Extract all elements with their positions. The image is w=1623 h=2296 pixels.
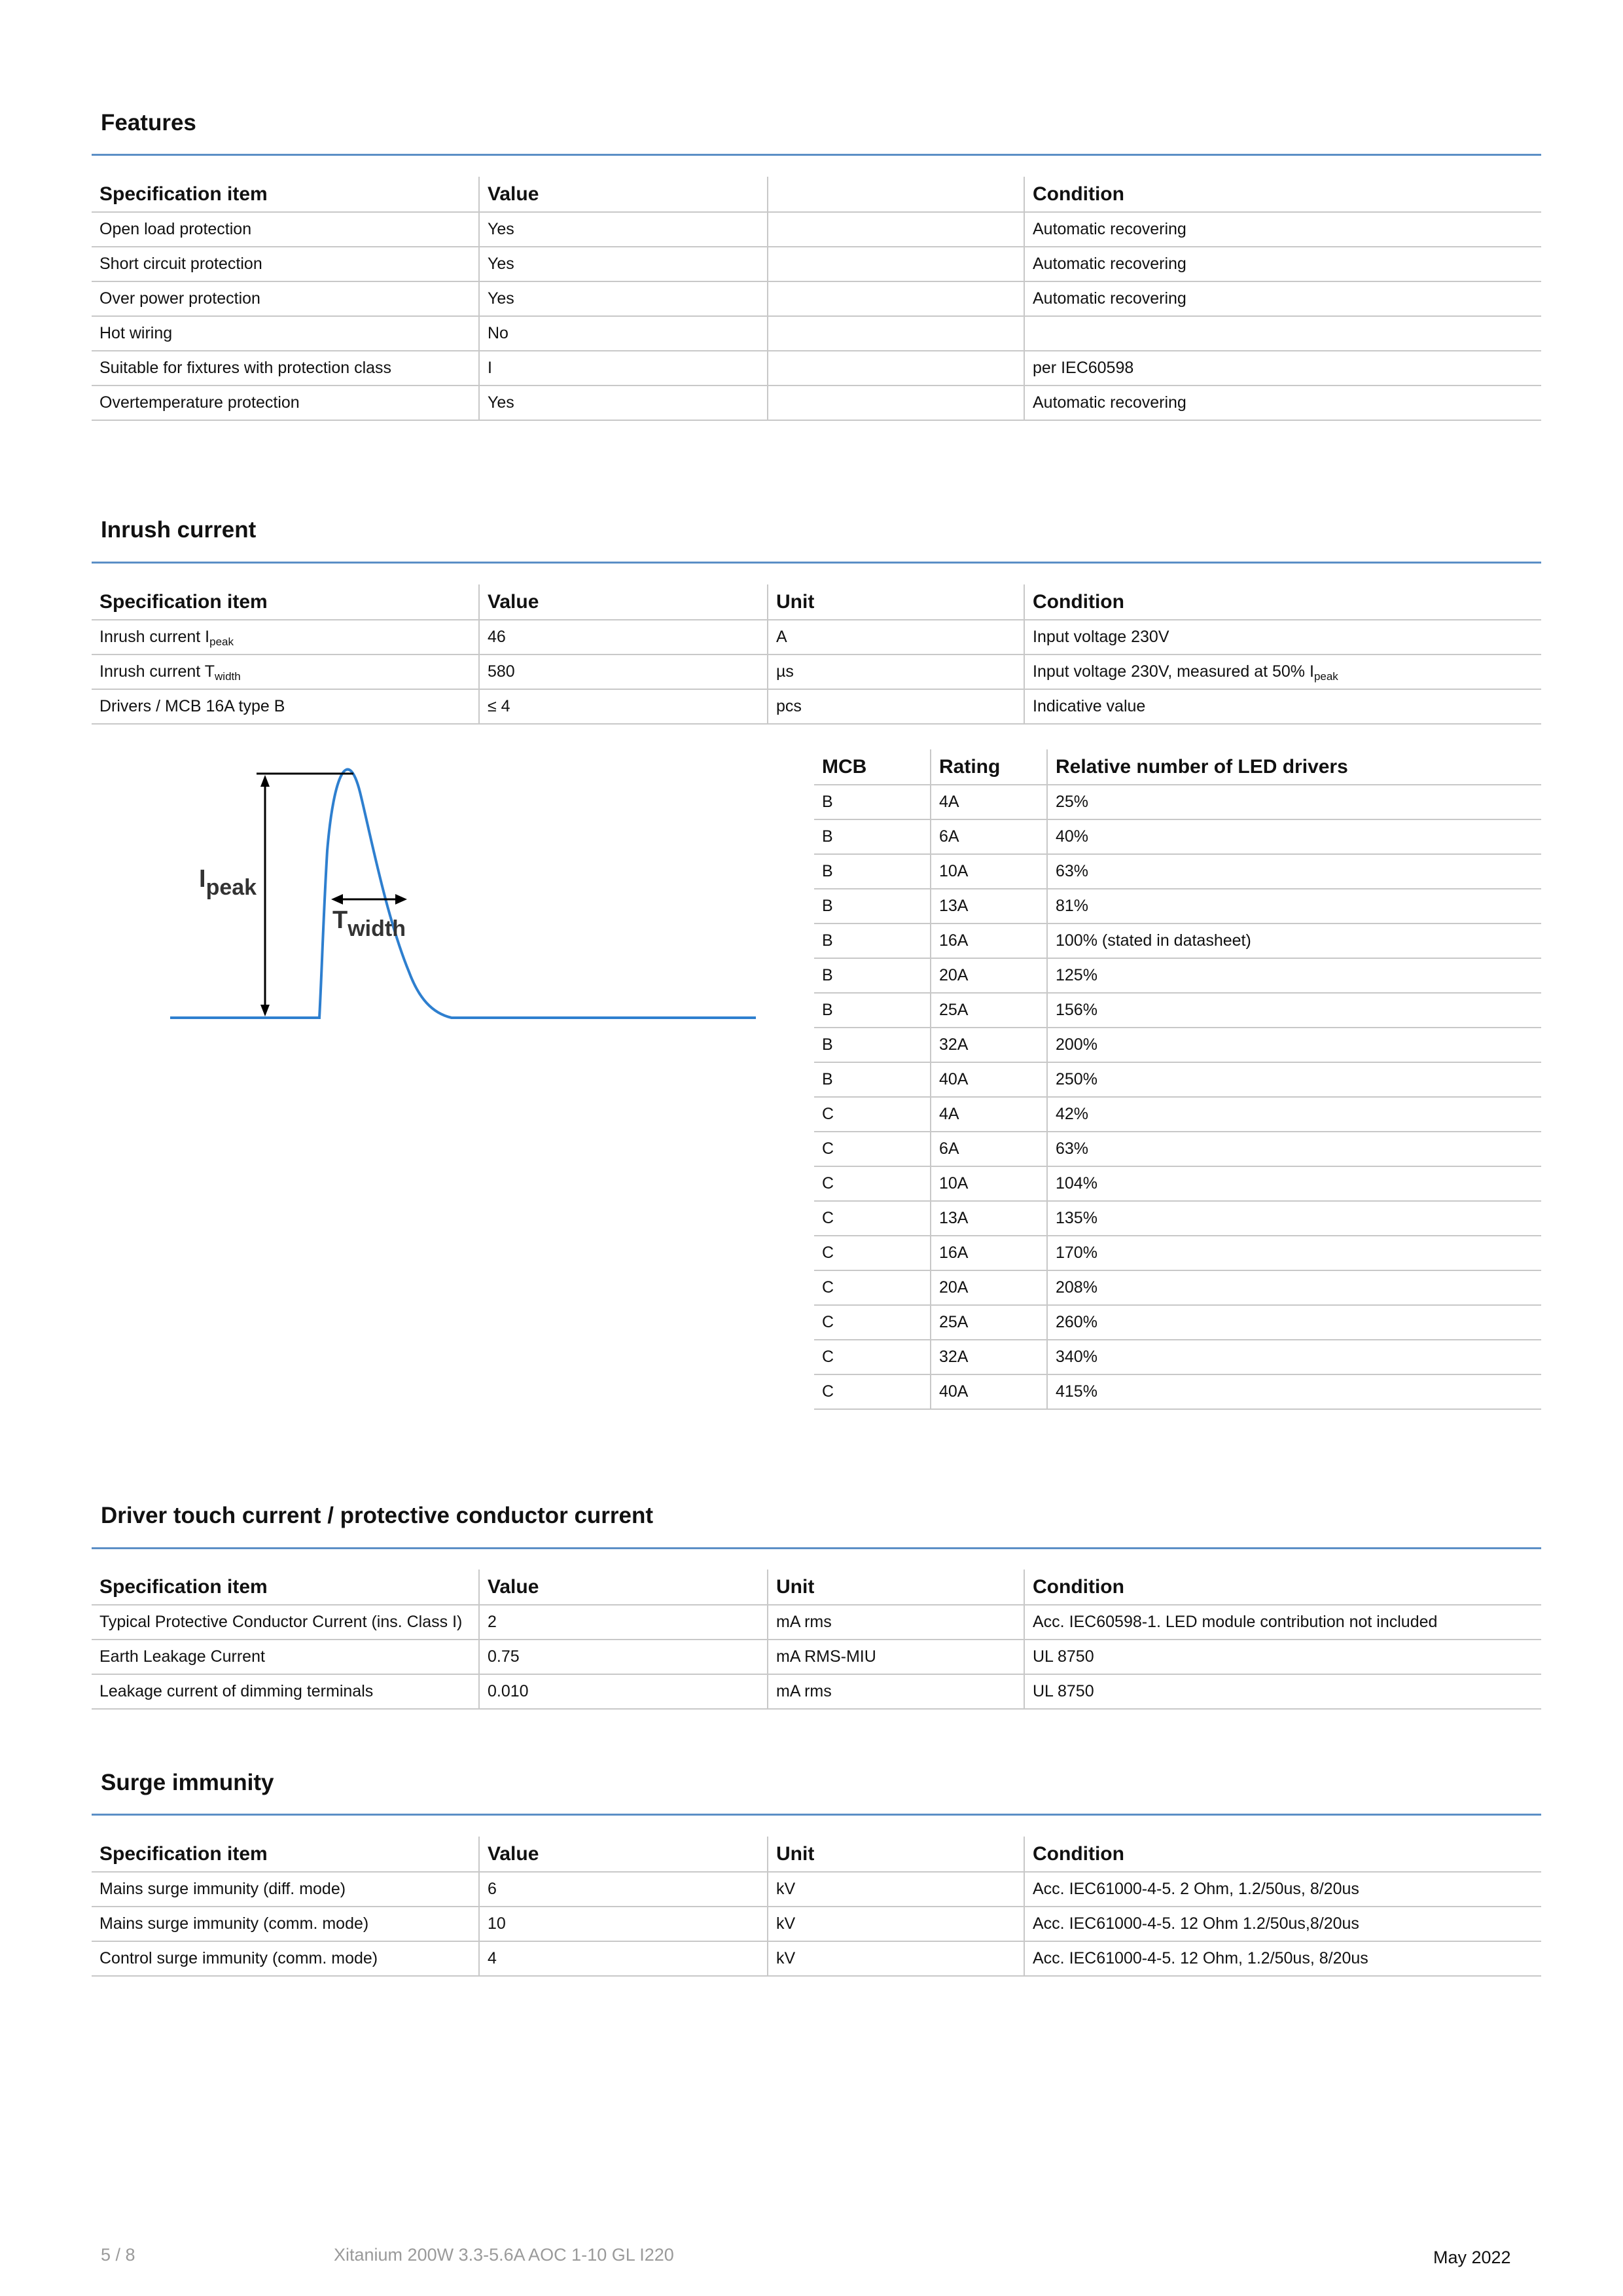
- mcb-row-cell: C: [814, 1305, 931, 1340]
- mcb-row-cell: C: [814, 1201, 931, 1236]
- inrush-item-cell: Inrush current $T_{width}$: [92, 655, 479, 689]
- inrush-value-cell: 46: [479, 620, 768, 655]
- features-row-cell: Over power protection: [92, 281, 479, 316]
- inrush-waveform-curve: [170, 770, 756, 1018]
- features-row: [92, 386, 1541, 420]
- features-row: [92, 281, 1541, 316]
- surge-row-cell: 4: [479, 1941, 768, 1976]
- features-title: Features: [101, 110, 196, 135]
- features-row: [92, 212, 1541, 247]
- touch-header-value: Value: [479, 1570, 768, 1605]
- mcb-row: [814, 819, 1541, 854]
- mcb-row-cell: 10A: [931, 1166, 1047, 1201]
- inrush-row: [92, 655, 1541, 689]
- inrush-header-unit: Unit: [768, 584, 1024, 620]
- mcb-row-cell: 6A: [931, 1132, 1047, 1166]
- features-row: [92, 351, 1541, 386]
- touch-row-cell: Acc. IEC60598-1. LED module contribution not included: [1024, 1605, 1541, 1640]
- touch-row-cell: mA rms: [768, 1605, 1024, 1640]
- mcb-row-cell: 340%: [1047, 1340, 1541, 1374]
- mcb-row-cell: 10A: [931, 854, 1047, 889]
- inrush-value-cell: 580: [479, 655, 768, 689]
- features-row-cell: Automatic recovering: [1024, 212, 1541, 247]
- mcb-row: [814, 958, 1541, 993]
- surge-row: [92, 1941, 1541, 1976]
- mcb-row-cell: 16A: [931, 1236, 1047, 1270]
- features-row-cell: per IEC60598: [1024, 351, 1541, 386]
- mcb-row: [814, 854, 1541, 889]
- features-row-cell: No: [479, 316, 768, 351]
- surge-row: [92, 1907, 1541, 1941]
- mcb-row-cell: 135%: [1047, 1201, 1541, 1236]
- mcb-header-relative: Relative number of LED drivers: [1047, 749, 1541, 785]
- mcb-row-cell: B: [814, 1062, 931, 1097]
- mcb-row-cell: 13A: [931, 1201, 1047, 1236]
- mcb-row-cell: 32A: [931, 1340, 1047, 1374]
- inrush-header-item: Specification item: [92, 584, 479, 620]
- mcb-row-cell: B: [814, 1028, 931, 1062]
- inrush-divider: [92, 562, 1541, 564]
- mcb-row: [814, 1305, 1541, 1340]
- touch-row-cell: 0.010: [479, 1674, 768, 1709]
- touch-row-cell: Leakage current of dimming terminals: [92, 1674, 479, 1709]
- ipeak-arrow-head-top: [260, 775, 270, 787]
- features-row-cell: Overtemperature protection: [92, 386, 479, 420]
- features-header-condition: Condition: [1024, 177, 1541, 212]
- touch-row-cell: 2: [479, 1605, 768, 1640]
- surge-row-cell: Acc. IEC61000-4-5. 12 Ohm, 1.2/50us, 8/20us: [1024, 1941, 1541, 1976]
- mcb-row-cell: 25A: [931, 993, 1047, 1028]
- ipeak-label: Ipeak: [199, 865, 257, 900]
- touch-title: Driver touch current / protective conductor current: [101, 1503, 654, 1528]
- mcb-row-cell: C: [814, 1236, 931, 1270]
- mcb-row: [814, 1374, 1541, 1409]
- surge-header-value: Value: [479, 1837, 768, 1872]
- touch-row: [92, 1605, 1541, 1640]
- features-header-item: Specification item: [92, 177, 479, 212]
- mcb-row-cell: B: [814, 924, 931, 958]
- features-row-cell: Short circuit protection: [92, 247, 479, 281]
- mcb-row-cell: 16A: [931, 924, 1047, 958]
- mcb-row-cell: 42%: [1047, 1097, 1541, 1132]
- mcb-row: [814, 993, 1541, 1028]
- mcb-row-cell: 200%: [1047, 1028, 1541, 1062]
- surge-row-cell: kV: [768, 1941, 1024, 1976]
- mcb-table: [814, 749, 1541, 1410]
- features-row-cell: Automatic recovering: [1024, 386, 1541, 420]
- mcb-row-cell: B: [814, 993, 931, 1028]
- surge-title: Surge immunity: [101, 1770, 274, 1795]
- mcb-row: [814, 924, 1541, 958]
- inrush-row: [92, 689, 1541, 724]
- mcb-row: [814, 1236, 1541, 1270]
- touch-row-cell: UL 8750: [1024, 1674, 1541, 1709]
- surge-row-cell: Mains surge immunity (comm. mode): [92, 1907, 479, 1941]
- twidth-arrow-head-right: [395, 894, 407, 905]
- surge-row: [92, 1872, 1541, 1907]
- features-row-cell: [768, 316, 1024, 351]
- mcb-row-cell: 6A: [931, 819, 1047, 854]
- twidth-label: Twidth: [332, 906, 406, 941]
- features-row-cell: Automatic recovering: [1024, 247, 1541, 281]
- mcb-row: [814, 1166, 1541, 1201]
- mcb-row-cell: 260%: [1047, 1305, 1541, 1340]
- mcb-row: [814, 1340, 1541, 1374]
- mcb-row-cell: 170%: [1047, 1236, 1541, 1270]
- ipeak-arrow-head-bottom: [260, 1005, 270, 1016]
- touch-row-cell: Earth Leakage Current: [92, 1640, 479, 1674]
- features-row-cell: I: [479, 351, 768, 386]
- features-row-cell: [768, 386, 1024, 420]
- mcb-row: [814, 1201, 1541, 1236]
- surge-header-condition: Condition: [1024, 1837, 1541, 1872]
- features-row-cell: Yes: [479, 386, 768, 420]
- inrush-table: [92, 584, 1541, 725]
- mcb-header-mcb: MCB: [814, 749, 931, 785]
- mcb-row-cell: 25A: [931, 1305, 1047, 1340]
- mcb-row-cell: C: [814, 1340, 931, 1374]
- inrush-title: Inrush current: [101, 517, 257, 543]
- touch-row-cell: 0.75: [479, 1640, 768, 1674]
- surge-header-unit: Unit: [768, 1837, 1024, 1872]
- features-row-cell: Yes: [479, 247, 768, 281]
- surge-table: [92, 1837, 1541, 1977]
- mcb-row: [814, 1097, 1541, 1132]
- features-row: [92, 247, 1541, 281]
- mcb-row-cell: 156%: [1047, 993, 1541, 1028]
- inrush-unit-cell: µs: [768, 655, 1024, 689]
- mcb-header-rating: Rating: [931, 749, 1047, 785]
- mcb-row-cell: 32A: [931, 1028, 1047, 1062]
- mcb-row-cell: 13A: [931, 889, 1047, 924]
- mcb-row-cell: 40A: [931, 1062, 1047, 1097]
- features-row-cell: Yes: [479, 212, 768, 247]
- footer-page-number: 5 / 8: [101, 2245, 135, 2265]
- mcb-row-cell: C: [814, 1166, 931, 1201]
- inrush-unit-cell: pcs: [768, 689, 1024, 724]
- touch-row: [92, 1640, 1541, 1674]
- surge-row-cell: Acc. IEC61000-4-5. 12 Ohm 1.2/50us,8/20us: [1024, 1907, 1541, 1941]
- touch-row-cell: UL 8750: [1024, 1640, 1541, 1674]
- footer-product-name: Xitanium 200W 3.3-5.6A AOC 1-10 GL I220: [334, 2245, 674, 2265]
- features-row-cell: [768, 212, 1024, 247]
- mcb-row-cell: 4A: [931, 785, 1047, 819]
- mcb-row-cell: 20A: [931, 958, 1047, 993]
- inrush-row: [92, 620, 1541, 655]
- features-row-cell: [768, 281, 1024, 316]
- twidth-arrow-head-left: [331, 894, 343, 905]
- features-row-cell: [768, 247, 1024, 281]
- mcb-row-cell: 208%: [1047, 1270, 1541, 1305]
- mcb-row-cell: B: [814, 958, 931, 993]
- touch-row-cell: mA RMS-MIU: [768, 1640, 1024, 1674]
- mcb-row-cell: C: [814, 1097, 931, 1132]
- inrush-item-cell: Drivers / MCB 16A type B: [92, 689, 479, 724]
- features-row-cell: Hot wiring: [92, 316, 479, 351]
- features-divider: [92, 154, 1541, 156]
- inrush-condition-cell: Input voltage 230V, measured at 50% $I_{peak}$: [1024, 655, 1541, 689]
- mcb-row-cell: 40A: [931, 1374, 1047, 1409]
- mcb-row-cell: 81%: [1047, 889, 1541, 924]
- touch-row-cell: Typical Protective Conductor Current (ins. Class I): [92, 1605, 479, 1640]
- touch-header-condition: Condition: [1024, 1570, 1541, 1605]
- mcb-row-cell: B: [814, 785, 931, 819]
- touch-row: [92, 1674, 1541, 1709]
- mcb-row-cell: C: [814, 1270, 931, 1305]
- mcb-row: [814, 1270, 1541, 1305]
- features-header-blank: [768, 177, 1024, 212]
- mcb-row: [814, 1062, 1541, 1097]
- mcb-row-cell: 25%: [1047, 785, 1541, 819]
- inrush-unit-cell: A: [768, 620, 1024, 655]
- surge-row-cell: kV: [768, 1907, 1024, 1941]
- touch-divider: [92, 1547, 1541, 1549]
- mcb-row-cell: B: [814, 819, 931, 854]
- inrush-condition-cell: Indicative value: [1024, 689, 1541, 724]
- mcb-row: [814, 1132, 1541, 1166]
- features-row-cell: Yes: [479, 281, 768, 316]
- surge-row-cell: kV: [768, 1872, 1024, 1907]
- touch-header-item: Specification item: [92, 1570, 479, 1605]
- mcb-row-cell: 250%: [1047, 1062, 1541, 1097]
- touch-table: [92, 1570, 1541, 1710]
- surge-row-cell: Control surge immunity (comm. mode): [92, 1941, 479, 1976]
- mcb-row-cell: 40%: [1047, 819, 1541, 854]
- surge-row-cell: 6: [479, 1872, 768, 1907]
- mcb-row-cell: 63%: [1047, 854, 1541, 889]
- inrush-condition-cell: Input voltage 230V: [1024, 620, 1541, 655]
- mcb-row-cell: B: [814, 854, 931, 889]
- touch-header-unit: Unit: [768, 1570, 1024, 1605]
- mcb-row-cell: B: [814, 889, 931, 924]
- mcb-row: [814, 785, 1541, 819]
- surge-row-cell: Mains surge immunity (diff. mode): [92, 1872, 479, 1907]
- mcb-row-cell: 125%: [1047, 958, 1541, 993]
- mcb-row-cell: 63%: [1047, 1132, 1541, 1166]
- inrush-value-cell: ≤ 4: [479, 689, 768, 724]
- inrush-header-value: Value: [479, 584, 768, 620]
- features-row-cell: [768, 351, 1024, 386]
- features-row-cell: Suitable for fixtures with protection class: [92, 351, 479, 386]
- surge-divider: [92, 1814, 1541, 1816]
- features-row-cell: Automatic recovering: [1024, 281, 1541, 316]
- surge-row-cell: 10: [479, 1907, 768, 1941]
- surge-header-item: Specification item: [92, 1837, 479, 1872]
- inrush-waveform-diagram: [164, 753, 766, 1034]
- mcb-row-cell: 100% (stated in datasheet): [1047, 924, 1541, 958]
- footer-date: May 2022: [1433, 2248, 1511, 2267]
- mcb-row: [814, 889, 1541, 924]
- surge-row-cell: Acc. IEC61000-4-5. 2 Ohm, 1.2/50us, 8/20us: [1024, 1872, 1541, 1907]
- features-table: [92, 177, 1541, 421]
- mcb-row-cell: 415%: [1047, 1374, 1541, 1409]
- mcb-row-cell: 104%: [1047, 1166, 1541, 1201]
- mcb-row: [814, 1028, 1541, 1062]
- inrush-header-condition: Condition: [1024, 584, 1541, 620]
- features-row-cell: [1024, 316, 1541, 351]
- inrush-item-cell: Inrush current $I_{peak}$: [92, 620, 479, 655]
- features-row: [92, 316, 1541, 351]
- mcb-row-cell: 20A: [931, 1270, 1047, 1305]
- mcb-row-cell: 4A: [931, 1097, 1047, 1132]
- features-row-cell: Open load protection: [92, 212, 479, 247]
- mcb-row-cell: C: [814, 1132, 931, 1166]
- touch-row-cell: mA rms: [768, 1674, 1024, 1709]
- features-header-value: Value: [479, 177, 768, 212]
- mcb-row-cell: C: [814, 1374, 931, 1409]
